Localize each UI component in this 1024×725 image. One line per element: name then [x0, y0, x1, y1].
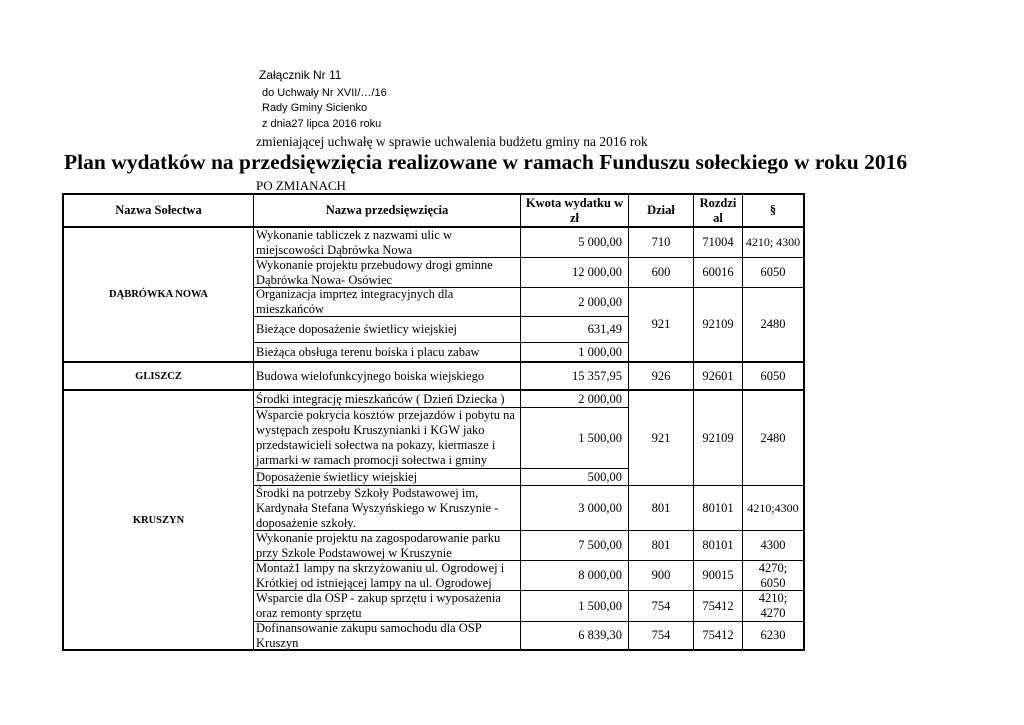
table-row-kwota: 15 357,95 [572, 368, 622, 383]
table-row-name: Wykonanie projektu na zagospodarowanie parku przy Szkole Podstawowej w Kruszynie [256, 530, 501, 560]
page-title: Plan wydatków na przedsięwzięcia realizowane w ramach Funduszu sołeckiego w roku 2016 [64, 150, 908, 174]
table-row-dzial: 900 [651, 568, 671, 582]
table-row-name: Montaż1 lampy na skrzyżowaniu ul. Ogrodowej i Krótkiej od istniejącej lampy na ul. Ogrodowej [256, 560, 505, 590]
table-row-name: Wsparcie dla OSP - zakup sprzętu i wyposażenia oraz remonty sprzętu [256, 591, 501, 620]
table-row-dzial: 710 [651, 235, 671, 249]
table-row-kwota: 631,49 [587, 322, 622, 336]
table-row-name: Środki integrację mieszkańców ( Dzień Dziecka ) [256, 391, 505, 406]
table-row-rozdzial: 90015 [702, 568, 734, 582]
table-row-name: Wsparcie pokrycia kosztów przejazdów i pobytu na występach zespołu Kruszynianki i KGW jako przedstawicieli sołectwa na pokazy, kiermasze i jarmarki w ramach promocji sołectwa i gminy [256, 408, 515, 467]
table-row-paragraf: 4210; 4270 [758, 591, 788, 620]
table-row-dzial: 926 [651, 368, 671, 383]
table-row-paragraf: 4270; 6050 [758, 560, 788, 590]
merged-rozdzial: 92109 [702, 430, 734, 445]
table-row-dzial: 801 [651, 538, 671, 552]
merged-paragraf: 2480 [760, 317, 786, 331]
table-row-kwota: 2 000,00 [578, 294, 622, 309]
table-row-rozdzial: 60016 [702, 265, 734, 279]
table-row-name: Bieżące doposażenie świetlicy wiejskiej [256, 322, 457, 336]
table-row-rozdzial: 92601 [702, 368, 734, 383]
table-row-paragraf: 6230 [760, 628, 786, 642]
table-row-name: Bieżąca obsługa terenu boiska i placu zabaw [256, 344, 480, 359]
table-row-name: Doposażenie świetlicy wiejskiej [256, 469, 418, 484]
table-row-kwota: 1 500,00 [578, 598, 622, 613]
resolution-subject: zmieniającej uchwałę w sprawie uchwalenia budżetu gminy na 2016 rok [256, 134, 648, 149]
merged-paragraf: 2480 [760, 430, 786, 445]
merged-rozdzial: 92109 [702, 317, 734, 331]
resolution-number: do Uchwały Nr XVII/…/16 [262, 87, 387, 99]
header-kwota: Kwota wydatku w zł [525, 195, 624, 225]
solectwo-kruszyn: KRUSZYN [132, 514, 185, 526]
table-row-kwota: 7 500,00 [578, 538, 622, 552]
table-row-kwota: 1 500,00 [578, 430, 622, 445]
resolution-date: z dnia27 lipca 2016 roku [262, 118, 382, 130]
table-row-name: Dofinansowanie zakupu samochodu dla OSP Kruszyn [256, 620, 482, 650]
table-row-paragraf: 4300 [760, 538, 786, 552]
header-rozdzial: Rozdzi al [699, 195, 737, 225]
solectwo-dabrowka: DĄBRÓWKA NOWA [109, 289, 208, 300]
table-row-name: Środki na potrzeby Szkoły Podstawowej im, Kardynała Stefana Wyszyńskiego w Kruszynie - doposażenie szkoły. [256, 485, 499, 530]
table-row-dzial: 754 [651, 598, 671, 613]
table-row-kwota: 5 000,00 [578, 235, 622, 249]
table-row-rozdzial: 75412 [702, 598, 734, 613]
table-row-kwota: 3 000,00 [578, 500, 622, 515]
merged-dzial: 921 [651, 430, 671, 445]
table-row-paragraf: 4210; 4300 [745, 235, 801, 249]
header-paragraf: § [769, 203, 777, 217]
table-row-dzial: 600 [651, 265, 671, 279]
table-row-rozdzial: 80101 [702, 500, 734, 515]
table-row-kwota: 12 000,00 [572, 265, 622, 279]
table-row-dzial: 801 [651, 500, 671, 515]
table-row-kwota: 8 000,00 [578, 568, 622, 582]
table-row-kwota: 6 839,30 [578, 628, 622, 642]
table-row-kwota: 500,00 [587, 469, 622, 484]
table-row-paragraf: 4210;4300 [747, 500, 799, 515]
header-dzial: Dział [647, 203, 675, 217]
table-row-rozdzial: 75412 [702, 628, 734, 642]
header-przedsiewziecie: Nazwa przedsięwzięcia [325, 203, 449, 217]
page-subtitle: PO ZMIANACH [256, 178, 346, 193]
merged-dzial: 921 [651, 317, 671, 331]
table-row-name: Budowa wielofunkcyjnego boiska wiejskiego [256, 368, 485, 383]
header-solectwo: Nazwa Sołectwa [115, 203, 202, 217]
solectwo-gliszcz: GLISZCZ [135, 370, 182, 382]
table-row-paragraf: 6050 [760, 265, 786, 279]
table-row-dzial: 754 [651, 628, 671, 642]
table-row-kwota: 1 000,00 [578, 344, 622, 359]
table-row-paragraf: 6050 [760, 368, 786, 383]
council-name: Rady Gminy Sicienko [262, 102, 368, 114]
attachment-number: Załącznik Nr 11 [259, 68, 342, 82]
table-row-name: Organizacja imprtez integracyjnych dla mieszkańców [256, 287, 454, 316]
table-row-name: Wykonanie projektu przebudowy drogi gminne Dąbrówka Nowa- Osówiec [256, 257, 493, 287]
table-row-name: Wykonanie tabliczek z nazwami ulic w miejscowości Dąbrówka Nowa [256, 227, 453, 257]
table-row-kwota: 2 000,00 [578, 391, 622, 406]
table-row-rozdzial: 71004 [702, 235, 734, 249]
table-row-rozdzial: 80101 [702, 538, 734, 552]
